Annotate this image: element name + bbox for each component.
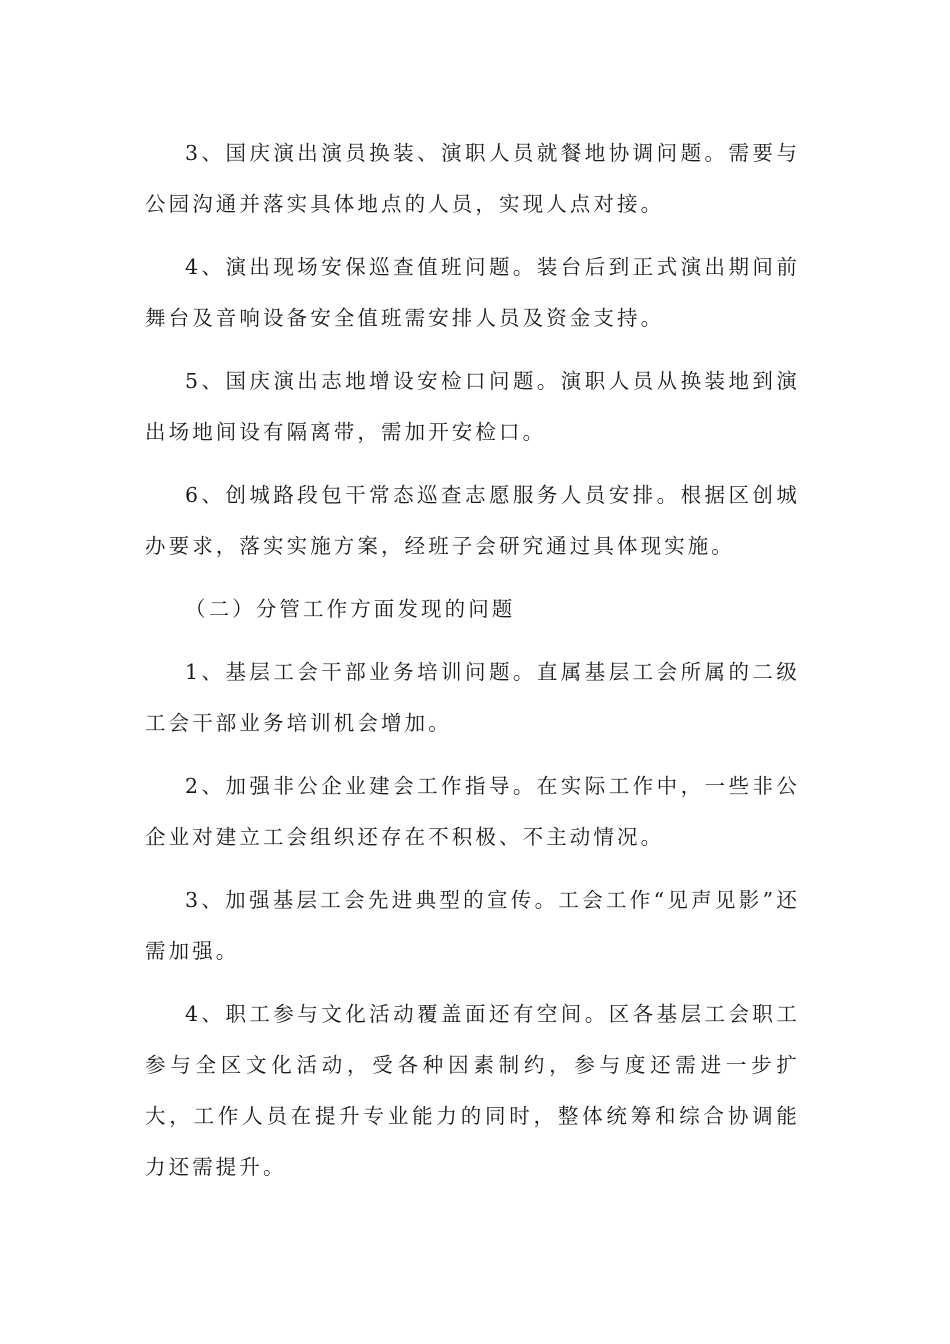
section-paragraph-2: 2、加强非公企业建会工作指导。在实际工作中，一些非公企业对建立工会组织还存在不积极、不主动情况。 [145, 774, 800, 849]
section-paragraph-3: 3、加强基层工会先进典型的宣传。工会工作“见声见影”还需加强。 [145, 888, 800, 963]
paragraph-item-5: 5、国庆演出志地增设安检口问题。演职人员从换装地到演出场地间设有隔离带，需加开安检口。 [145, 369, 800, 444]
section-heading: （二）分管工作方面发现的问题 [185, 597, 516, 621]
paragraph-item-4: 4、演出现场安保巡查值班问题。装台后到正式演出期间前舞台及音响设备安全值班需安排人员及资金支持。 [145, 255, 800, 330]
paragraph-item-3: 3、国庆演出演员换装、演职人员就餐地协调问题。需要与公园沟通并落实具体地点的人员，实现人点对接。 [145, 141, 800, 216]
paragraph-item-6: 6、创城路段包干常态巡查志愿服务人员安排。根据区创城办要求，落实实施方案，经班子会研究通过具体现实施。 [145, 483, 800, 558]
section-paragraph-1: 1、基层工会干部业务培训问题。直属基层工会所属的二级工会干部业务培训机会增加。 [145, 660, 800, 735]
document-page [145, 128, 800, 1205]
section-paragraph-4: 4、职工参与文化活动覆盖面还有空间。区各基层工会职工参与全区文化活动，受各种因素制约，参与度还需进一步扩大，工作人员在提升专业能力的同时，整体统筹和综合协调能力还需提升。 [145, 1002, 800, 1179]
